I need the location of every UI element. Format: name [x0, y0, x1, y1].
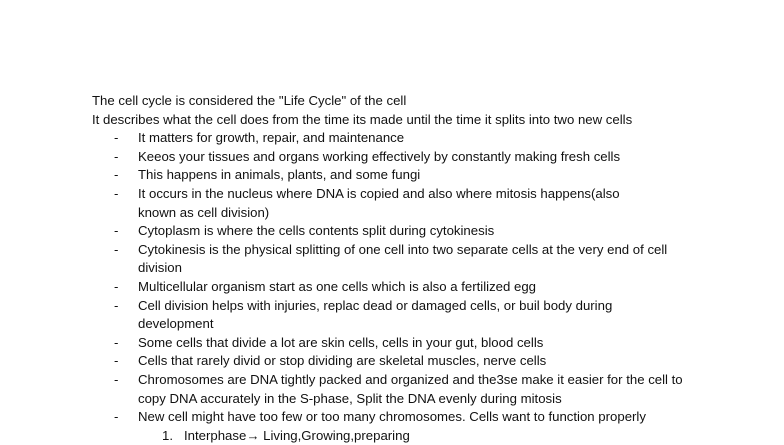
numbered-list	[92, 427, 692, 445]
list-item-text: Cytoplasm is where the cells contents split during cytokinesis	[138, 223, 495, 239]
list-item-text: Cells that rarely divid or stop dividing are skeletal muscles, nerve cells	[138, 353, 547, 369]
bullet-dash: -	[114, 353, 119, 369]
bullet-dash: -	[114, 334, 119, 350]
numbered-item	[92, 427, 692, 445]
bullet-dash: -	[114, 409, 119, 425]
bullet-dash: -	[114, 223, 119, 239]
bullet-dash: -	[114, 241, 119, 257]
numbered-item-number: 1.	[162, 427, 173, 443]
document-body	[92, 92, 692, 445]
list-item	[92, 297, 654, 334]
list-item	[92, 371, 684, 408]
list-item-text: It matters for growth, repair, and maintenance	[138, 130, 405, 146]
bullet-dash: -	[114, 278, 119, 294]
list-item-text: Chromosomes are DNA tightly packed and organized and the3se make it easier for the cell to copy DNA accurately in the S-phase, Split the DNA evenly during mitosis	[138, 371, 683, 406]
paragraph-description: It describes what the cell does from the time its made until the time it splits into two new cells	[92, 111, 633, 127]
list-item	[92, 408, 738, 427]
list-item-text: This happens in animals, plants, and some fungi	[138, 167, 421, 183]
list-item	[92, 129, 692, 148]
bullet-dash: -	[114, 167, 119, 183]
list-item	[92, 352, 692, 371]
bullet-list	[92, 129, 692, 427]
list-item-text: Cell division helps with injuries, replac dead or damaged cells, or buil body during development	[138, 297, 613, 332]
bullet-dash: -	[114, 297, 119, 313]
bullet-dash: -	[114, 148, 119, 164]
bullet-dash: -	[114, 185, 119, 201]
list-item	[92, 166, 692, 185]
list-item	[92, 148, 692, 167]
numbered-item-text: Interphase→ Living,Growing,preparing	[184, 427, 410, 443]
list-item	[92, 185, 634, 222]
paragraph-intro: The cell cycle is considered the "Life Cycle" of the cell	[92, 93, 407, 108]
list-item-text: It occurs in the nucleus where DNA is copied and also where mitosis happens(also known as cell division)	[138, 185, 620, 220]
list-item-text: Some cells that divide a lot are skin cells, cells in your gut, blood cells	[138, 334, 544, 350]
list-item-text: New cell might have too few or too many chromosomes. Cells want to function properly	[138, 409, 646, 425]
list-item-text: Keeos your tissues and organs working effectively by constantly making fresh cells	[138, 148, 621, 164]
bullet-dash: -	[114, 130, 119, 146]
list-item	[92, 222, 692, 241]
bullet-dash: -	[114, 371, 119, 387]
list-item-text: Cytokinesis is the physical splitting of one cell into two separate cells at the very end of cell division	[138, 241, 668, 276]
list-item	[92, 278, 692, 297]
list-item	[92, 241, 684, 278]
list-item	[92, 334, 692, 353]
list-item-text: Multicellular organism start as one cells which is also a fertilized egg	[138, 278, 536, 294]
